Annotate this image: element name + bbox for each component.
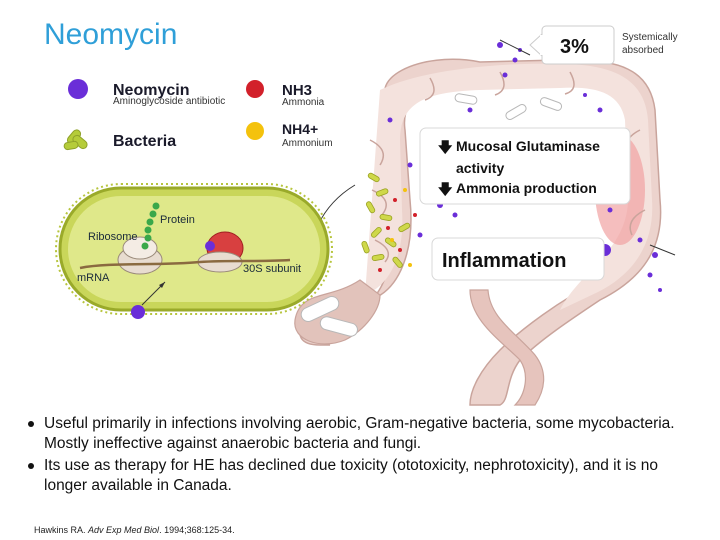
bacterium-illustration (56, 184, 332, 319)
nh3-legend-icon (246, 80, 264, 98)
glutaminase-line-2: activity (456, 160, 505, 176)
legend-bacteria-label: Bacteria (113, 133, 177, 150)
bullet-item (28, 414, 698, 454)
legend-neomycin-label: Neomycin (113, 82, 190, 99)
bullet-list (28, 414, 698, 498)
legend-nh4-label: NH4+ (282, 121, 319, 137)
protein-label: Protein (160, 214, 195, 226)
inflammation-label: Inflammation (442, 250, 567, 272)
nh4-legend-icon (246, 122, 264, 140)
slide-title: Neomycin (44, 18, 178, 51)
neomycin-legend-icon (68, 79, 88, 99)
bullet-dot (28, 463, 34, 469)
mrna-label: mRNA (77, 272, 110, 284)
glutaminase-callout (420, 128, 630, 204)
bullet-text: Useful primarily in infections involving aerobic, Gram-negative bacteria, some mycobacteria. Mostly ineffective against anaerobic bacteria and fungi. (44, 415, 675, 452)
legend (64, 79, 333, 150)
legend-nh3-label: NH3 (282, 82, 313, 99)
citation-authors: Hawkins RA. (34, 525, 89, 535)
legend-neomycin-sub: Aminoglycoside antibiotic (113, 96, 226, 107)
bullet-item (28, 456, 698, 496)
citation-details: . 1994;368:125-34. (159, 525, 235, 535)
ribosome-label: Ribosome (88, 231, 138, 243)
down-arrow-icon-2: 🡇 (438, 182, 453, 198)
absorbed-label-1: Systemically (622, 32, 678, 43)
ammonia-production: Ammonia production (456, 180, 597, 196)
down-arrow-icon: 🡇 (438, 140, 453, 156)
citation (34, 525, 235, 535)
bullet-dot (28, 421, 34, 427)
bullet-text: Its use as therapy for HE has declined due toxicity (ototoxicity, nephrotoxicity), and it is no longer available in Canada. (44, 457, 658, 494)
bacteria-legend-icon (64, 128, 89, 150)
subunit-label: 30S subunit (243, 263, 302, 275)
absorbed-percent: 3% (560, 36, 589, 58)
glutaminase-line-1: Mucosal Glutaminase (456, 138, 600, 154)
legend-nh3-sub: Ammonia (282, 97, 325, 108)
absorbed-label-2: absorbed (622, 45, 664, 56)
citation-journal: Adv Exp Med Biol (88, 525, 160, 535)
inflammation-callout (432, 238, 604, 280)
legend-nh4-sub: Ammonium (282, 138, 333, 149)
colon-illustration (295, 40, 675, 405)
absorbed-callout (530, 26, 678, 64)
